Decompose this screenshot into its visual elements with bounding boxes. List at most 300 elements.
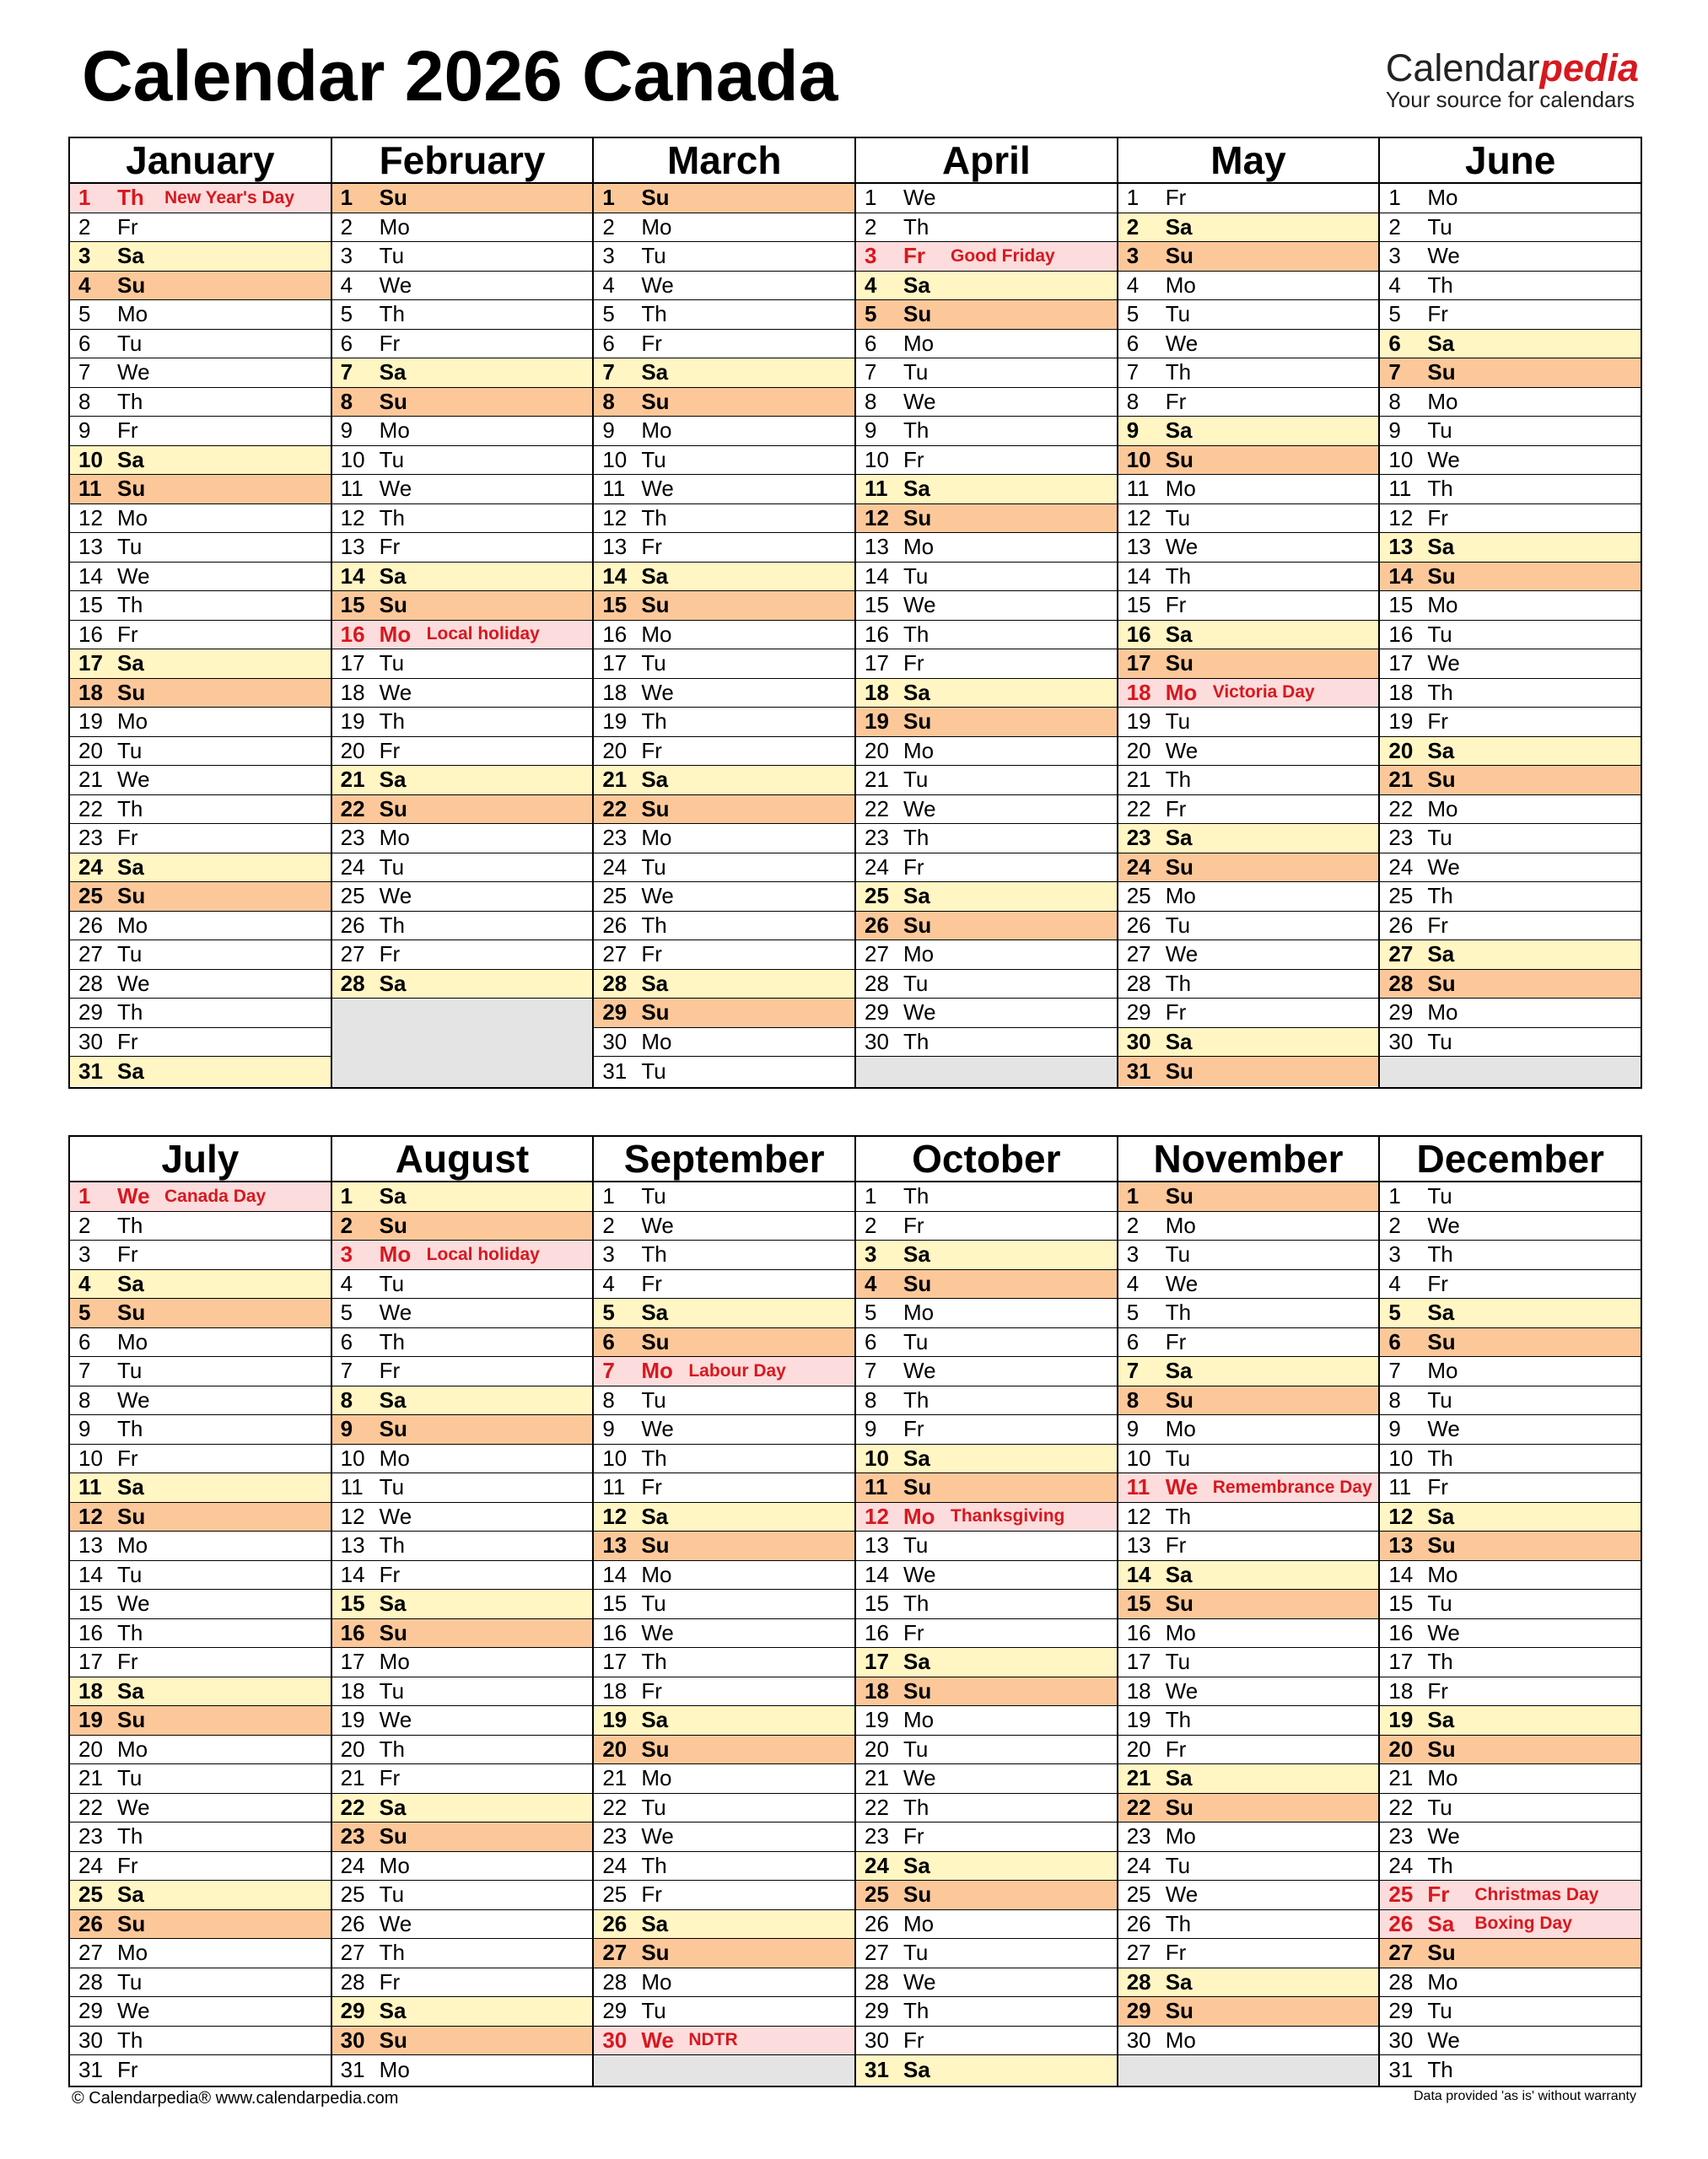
weekday: Th (1427, 476, 1453, 502)
weekday: Sa (379, 1794, 407, 1820)
weekday: Tu (117, 1561, 143, 1587)
day-row (856, 563, 1117, 592)
weekday: We (117, 767, 150, 793)
day-row (332, 1706, 593, 1736)
day-row (70, 1503, 331, 1532)
weekday: Mo (641, 1358, 673, 1384)
weekday: Fr (117, 825, 138, 851)
day-row (594, 475, 854, 504)
day-row (1118, 1328, 1379, 1358)
day-number: 1 (340, 1183, 353, 1209)
weekday: Fr (1165, 388, 1187, 414)
holiday-name: New Year's Day (164, 187, 295, 207)
weekday: Fr (117, 1649, 138, 1675)
weekday: We (903, 388, 936, 414)
weekday: We (903, 999, 936, 1026)
day-row (1118, 1532, 1379, 1561)
brand-logo[interactable] (1385, 46, 1639, 112)
day-row (594, 591, 854, 621)
day-number: 4 (340, 1270, 353, 1296)
weekday: Mo (1165, 1416, 1196, 1442)
weekday: Mo (903, 1503, 935, 1529)
day-number: 20 (340, 1736, 365, 1762)
day-number: 4 (1126, 1270, 1140, 1296)
day-number: 19 (865, 708, 889, 735)
day-number: 29 (1388, 1998, 1414, 2024)
day-number: 6 (78, 1328, 91, 1354)
day-row (856, 882, 1117, 912)
weekday: Fr (641, 941, 662, 967)
day-row (1118, 1241, 1379, 1270)
day-number: 13 (340, 1532, 365, 1559)
day-row (856, 1386, 1117, 1416)
footer-copyright: © Calendarpedia® www.calendarpedia.com (72, 2089, 399, 2108)
weekday: Su (1165, 650, 1193, 676)
day-number: 11 (602, 476, 626, 502)
day-number: 2 (340, 1212, 353, 1238)
day-row (594, 1794, 854, 1823)
day-row (594, 330, 854, 359)
weekday: Sa (1427, 941, 1455, 967)
weekday: Tu (641, 1998, 666, 2024)
day-number: 3 (78, 243, 91, 269)
day-number: 1 (1126, 185, 1140, 211)
day-number: 9 (865, 1416, 877, 1442)
day-number: 25 (1388, 883, 1414, 909)
day-number: 29 (340, 1998, 365, 2024)
weekday: Mo (641, 1561, 672, 1587)
day-number: 20 (1126, 737, 1151, 763)
day-row (856, 1415, 1117, 1445)
day-row (332, 184, 593, 213)
day-number: 12 (78, 504, 103, 530)
day-number: 28 (340, 1968, 365, 1995)
weekday: Sa (117, 446, 144, 472)
day-row (594, 300, 854, 330)
holiday-row (332, 1241, 593, 1270)
day-row (332, 940, 593, 970)
day-number: 14 (1388, 563, 1414, 589)
day-row (332, 1619, 593, 1649)
holiday-name: Christmas Day (1474, 1884, 1599, 1904)
day-row (70, 795, 331, 825)
day-number: 31 (340, 2056, 365, 2082)
weekday: Su (641, 795, 670, 821)
day-number: 18 (78, 679, 103, 705)
day-row (594, 388, 854, 417)
day-number: 9 (78, 417, 91, 444)
weekday: Sa (1165, 1358, 1193, 1384)
day-row (1380, 1503, 1641, 1532)
day-number: 9 (865, 417, 877, 444)
holiday-row (70, 184, 331, 213)
logo-main: Calendar (1385, 46, 1540, 89)
weekday: Mo (379, 621, 412, 647)
day-row (1380, 824, 1641, 853)
weekday: Su (1165, 1794, 1193, 1820)
day-number: 26 (340, 912, 365, 938)
weekday: Tu (641, 853, 666, 880)
day-row (332, 1212, 593, 1241)
day-number: 24 (1388, 1852, 1414, 1878)
weekday: Su (641, 592, 670, 618)
day-row (594, 649, 854, 679)
day-number: 10 (865, 446, 889, 472)
weekday: Tu (1427, 1028, 1452, 1054)
weekday: Sa (117, 1270, 144, 1296)
day-row (70, 824, 331, 853)
weekday: Th (1427, 1241, 1453, 1268)
day-number: 5 (602, 1300, 615, 1326)
weekday: Mo (1427, 1968, 1458, 1995)
day-row (856, 533, 1117, 563)
day-row (1118, 824, 1379, 853)
day-row (594, 940, 854, 970)
weekday: Mo (379, 1241, 412, 1268)
weekday: Fr (1165, 185, 1187, 211)
day-row (70, 1328, 331, 1358)
day-row (70, 1561, 331, 1591)
day-row (70, 504, 331, 534)
day-number: 22 (1126, 795, 1151, 821)
day-row (856, 1299, 1117, 1328)
day-number: 11 (340, 476, 364, 502)
day-row (1118, 446, 1379, 476)
day-row (1380, 970, 1641, 999)
day-number: 28 (1126, 1968, 1151, 1995)
day-row (70, 1619, 331, 1649)
weekday: We (903, 1968, 936, 1995)
day-row (594, 1764, 854, 1794)
weekday: Su (117, 679, 146, 705)
day-row (594, 882, 854, 912)
day-row (70, 563, 331, 592)
day-row (332, 1357, 593, 1386)
day-number: 13 (865, 1532, 889, 1559)
day-row (1380, 272, 1641, 301)
day-number: 5 (1388, 1300, 1401, 1326)
day-row (856, 1648, 1117, 1677)
day-row (70, 300, 331, 330)
weekday: Mo (379, 1445, 410, 1471)
weekday: Th (641, 301, 667, 327)
day-row (1118, 1212, 1379, 1241)
day-row (70, 1299, 331, 1328)
weekday: Su (117, 1300, 146, 1326)
day-row (1380, 1997, 1641, 2027)
day-row (856, 1852, 1117, 1882)
weekday: Th (117, 1212, 143, 1238)
day-number: 8 (340, 388, 353, 414)
day-row (332, 824, 593, 853)
day-row (856, 912, 1117, 941)
day-row (856, 330, 1117, 359)
day-row (856, 824, 1117, 853)
day-number: 31 (78, 2056, 103, 2082)
day-row (1118, 563, 1379, 592)
day-row (70, 882, 331, 912)
day-number: 20 (78, 1736, 103, 1762)
day-number: 8 (1388, 1386, 1401, 1413)
day-number: 12 (865, 504, 889, 530)
weekday: Fr (903, 650, 924, 676)
day-number: 14 (602, 1561, 628, 1587)
day-row (1118, 504, 1379, 534)
weekday: We (641, 1416, 674, 1442)
day-row (594, 824, 854, 853)
weekday: We (1427, 650, 1460, 676)
weekday: We (117, 563, 150, 589)
day-row (70, 737, 331, 767)
weekday: We (1165, 737, 1199, 763)
day-number: 3 (340, 1241, 353, 1268)
day-number: 19 (1126, 708, 1151, 735)
day-row (594, 1939, 854, 1968)
weekday: Tu (117, 534, 143, 560)
weekday: We (379, 883, 412, 909)
day-number: 18 (1126, 1677, 1151, 1704)
day-number: 18 (340, 679, 365, 705)
day-number: 23 (78, 1823, 103, 1849)
weekday: Sa (903, 272, 930, 298)
holiday-row (1118, 679, 1379, 708)
day-number: 30 (1388, 2027, 1414, 2053)
day-row (594, 621, 854, 650)
weekday: We (1427, 1619, 1460, 1645)
day-number: 8 (340, 1386, 353, 1413)
logo-text (1385, 46, 1639, 89)
day-number: 13 (1388, 1532, 1414, 1559)
day-number: 3 (602, 1241, 615, 1268)
day-row (594, 1182, 854, 1212)
weekday: Th (903, 825, 929, 851)
day-row (1380, 1386, 1641, 1416)
day-number: 22 (1388, 795, 1414, 821)
day-number: 19 (340, 708, 365, 735)
weekday: Mo (379, 213, 410, 240)
day-row (594, 1648, 854, 1677)
day-row (856, 446, 1117, 476)
weekday: We (1427, 243, 1460, 269)
weekday: We (1427, 446, 1460, 472)
weekday: Th (1427, 1649, 1453, 1675)
weekday: Fr (903, 243, 926, 269)
weekday: Fr (1165, 999, 1187, 1026)
day-number: 8 (602, 1386, 615, 1413)
day-list (1380, 1182, 1641, 2086)
weekday: Tu (1427, 621, 1452, 647)
day-row (1380, 563, 1641, 592)
day-number: 16 (1126, 1619, 1151, 1645)
weekday: Su (1427, 767, 1456, 793)
weekday: Sa (1165, 213, 1193, 240)
weekday: Mo (117, 1328, 148, 1354)
weekday: Mo (903, 737, 935, 763)
weekday: We (379, 1707, 412, 1733)
day-row (332, 475, 593, 504)
weekday: Th (903, 213, 929, 240)
day-number: 16 (340, 1619, 365, 1645)
day-row (1380, 1648, 1641, 1677)
weekday: Sa (1165, 1968, 1193, 1995)
month-header: November (1118, 1137, 1379, 1182)
day-number: 23 (1126, 1823, 1151, 1849)
weekday: Th (379, 301, 406, 327)
day-number: 7 (865, 359, 877, 385)
weekday: Mo (903, 941, 935, 967)
day-row (332, 737, 593, 767)
weekday: Sa (1427, 1707, 1455, 1733)
day-row (1380, 300, 1641, 330)
day-row (1380, 1822, 1641, 1852)
weekday: Sa (641, 563, 669, 589)
holiday-name: Victoria Day (1212, 682, 1315, 703)
day-row (594, 853, 854, 883)
day-row (856, 649, 1117, 679)
day-number: 24 (1126, 1852, 1151, 1878)
day-row (332, 563, 593, 592)
day-number: 4 (602, 1270, 615, 1296)
day-number: 26 (602, 1910, 628, 1936)
day-number: 12 (1126, 504, 1151, 530)
day-number: 25 (865, 1882, 889, 1908)
day-row (332, 417, 593, 446)
weekday: Th (117, 185, 144, 211)
day-row (1118, 184, 1379, 213)
weekday: Th (641, 1241, 667, 1268)
day-row (1118, 1415, 1379, 1445)
weekday: Su (641, 1940, 670, 1966)
day-row (856, 475, 1117, 504)
day-row (1380, 912, 1641, 941)
weekday: Mo (1165, 476, 1196, 502)
day-row (856, 1706, 1117, 1736)
day-row (70, 1445, 331, 1474)
weekday: Tu (903, 1532, 929, 1559)
day-row (70, 213, 331, 243)
day-number: 2 (1126, 213, 1140, 240)
day-row (1118, 1764, 1379, 1794)
weekday: Fr (641, 1474, 662, 1500)
day-row (1118, 766, 1379, 795)
day-number: 18 (340, 1677, 365, 1704)
weekday: Fr (1427, 301, 1448, 327)
day-row (856, 1736, 1117, 1765)
day-number: 6 (340, 330, 353, 356)
weekday: We (903, 185, 936, 211)
weekday: Tu (1427, 1386, 1452, 1413)
day-row (332, 242, 593, 272)
day-number: 21 (865, 1765, 889, 1791)
empty-cell (1380, 1057, 1641, 1087)
day-row (1118, 1968, 1379, 1998)
day-number: 13 (602, 534, 628, 560)
weekday: Tu (903, 1940, 929, 1966)
weekday: Su (641, 1736, 670, 1762)
day-list (594, 1182, 854, 2086)
day-row (856, 1794, 1117, 1823)
weekday: Sa (1427, 330, 1455, 356)
day-row (332, 1532, 593, 1561)
day-row (1118, 1028, 1379, 1058)
weekday: Sa (1165, 1765, 1193, 1791)
day-row (1118, 2027, 1379, 2056)
day-row (1118, 1357, 1379, 1386)
day-row (594, 679, 854, 708)
day-number: 10 (78, 446, 103, 472)
weekday: Th (379, 708, 406, 735)
day-row (856, 1881, 1117, 1910)
day-number: 18 (865, 1677, 889, 1704)
holiday-name: Good Friday (951, 245, 1055, 266)
weekday: Th (641, 1649, 667, 1675)
day-row (332, 1415, 593, 1445)
day-row (1380, 708, 1641, 737)
weekday: Su (379, 1212, 407, 1238)
day-number: 18 (1388, 1677, 1414, 1704)
weekday: Tu (1165, 504, 1191, 530)
day-number: 6 (1126, 330, 1140, 356)
day-number: 2 (865, 1212, 877, 1238)
weekday: Mo (641, 417, 672, 444)
day-number: 8 (1388, 388, 1401, 414)
weekday: Th (1165, 1503, 1192, 1529)
day-number: 20 (340, 737, 365, 763)
weekday: Sa (641, 1910, 669, 1936)
empty-cell (856, 1057, 1117, 1087)
weekday: Th (1427, 679, 1453, 705)
day-number: 26 (865, 1910, 889, 1936)
day-number: 26 (78, 912, 103, 938)
day-row (856, 1270, 1117, 1300)
day-row (1380, 1241, 1641, 1270)
day-number: 19 (1388, 1707, 1414, 1733)
day-number: 31 (865, 2056, 889, 2082)
weekday: Tu (641, 650, 666, 676)
day-row (1380, 358, 1641, 388)
weekday: Fr (641, 534, 662, 560)
day-number: 28 (865, 1968, 889, 1995)
day-row (70, 1357, 331, 1386)
weekday: Su (1427, 359, 1456, 385)
day-number: 3 (1388, 1241, 1401, 1268)
day-number: 20 (602, 1736, 628, 1762)
weekday: Mo (1165, 883, 1196, 909)
day-row (594, 970, 854, 999)
day-number: 15 (602, 592, 628, 618)
weekday: Su (903, 1882, 932, 1908)
weekday: Tu (117, 1765, 143, 1791)
day-number: 6 (1126, 1328, 1140, 1354)
day-number: 11 (1388, 1474, 1412, 1500)
day-number: 7 (865, 1358, 877, 1384)
day-number: 5 (865, 301, 877, 327)
weekday: Th (641, 1445, 667, 1471)
day-number: 25 (1126, 883, 1151, 909)
weekday: Mo (903, 534, 935, 560)
weekday: Fr (1427, 1882, 1450, 1908)
weekday: Mo (903, 1910, 935, 1936)
weekday: Su (641, 1532, 670, 1559)
day-row (1118, 795, 1379, 825)
day-number: 10 (865, 1445, 889, 1471)
day-row (1380, 1182, 1641, 1212)
day-row (1118, 912, 1379, 941)
day-number: 8 (1126, 1386, 1140, 1413)
day-number: 25 (865, 883, 889, 909)
weekday: Tu (379, 446, 405, 472)
day-number: 24 (865, 853, 889, 880)
